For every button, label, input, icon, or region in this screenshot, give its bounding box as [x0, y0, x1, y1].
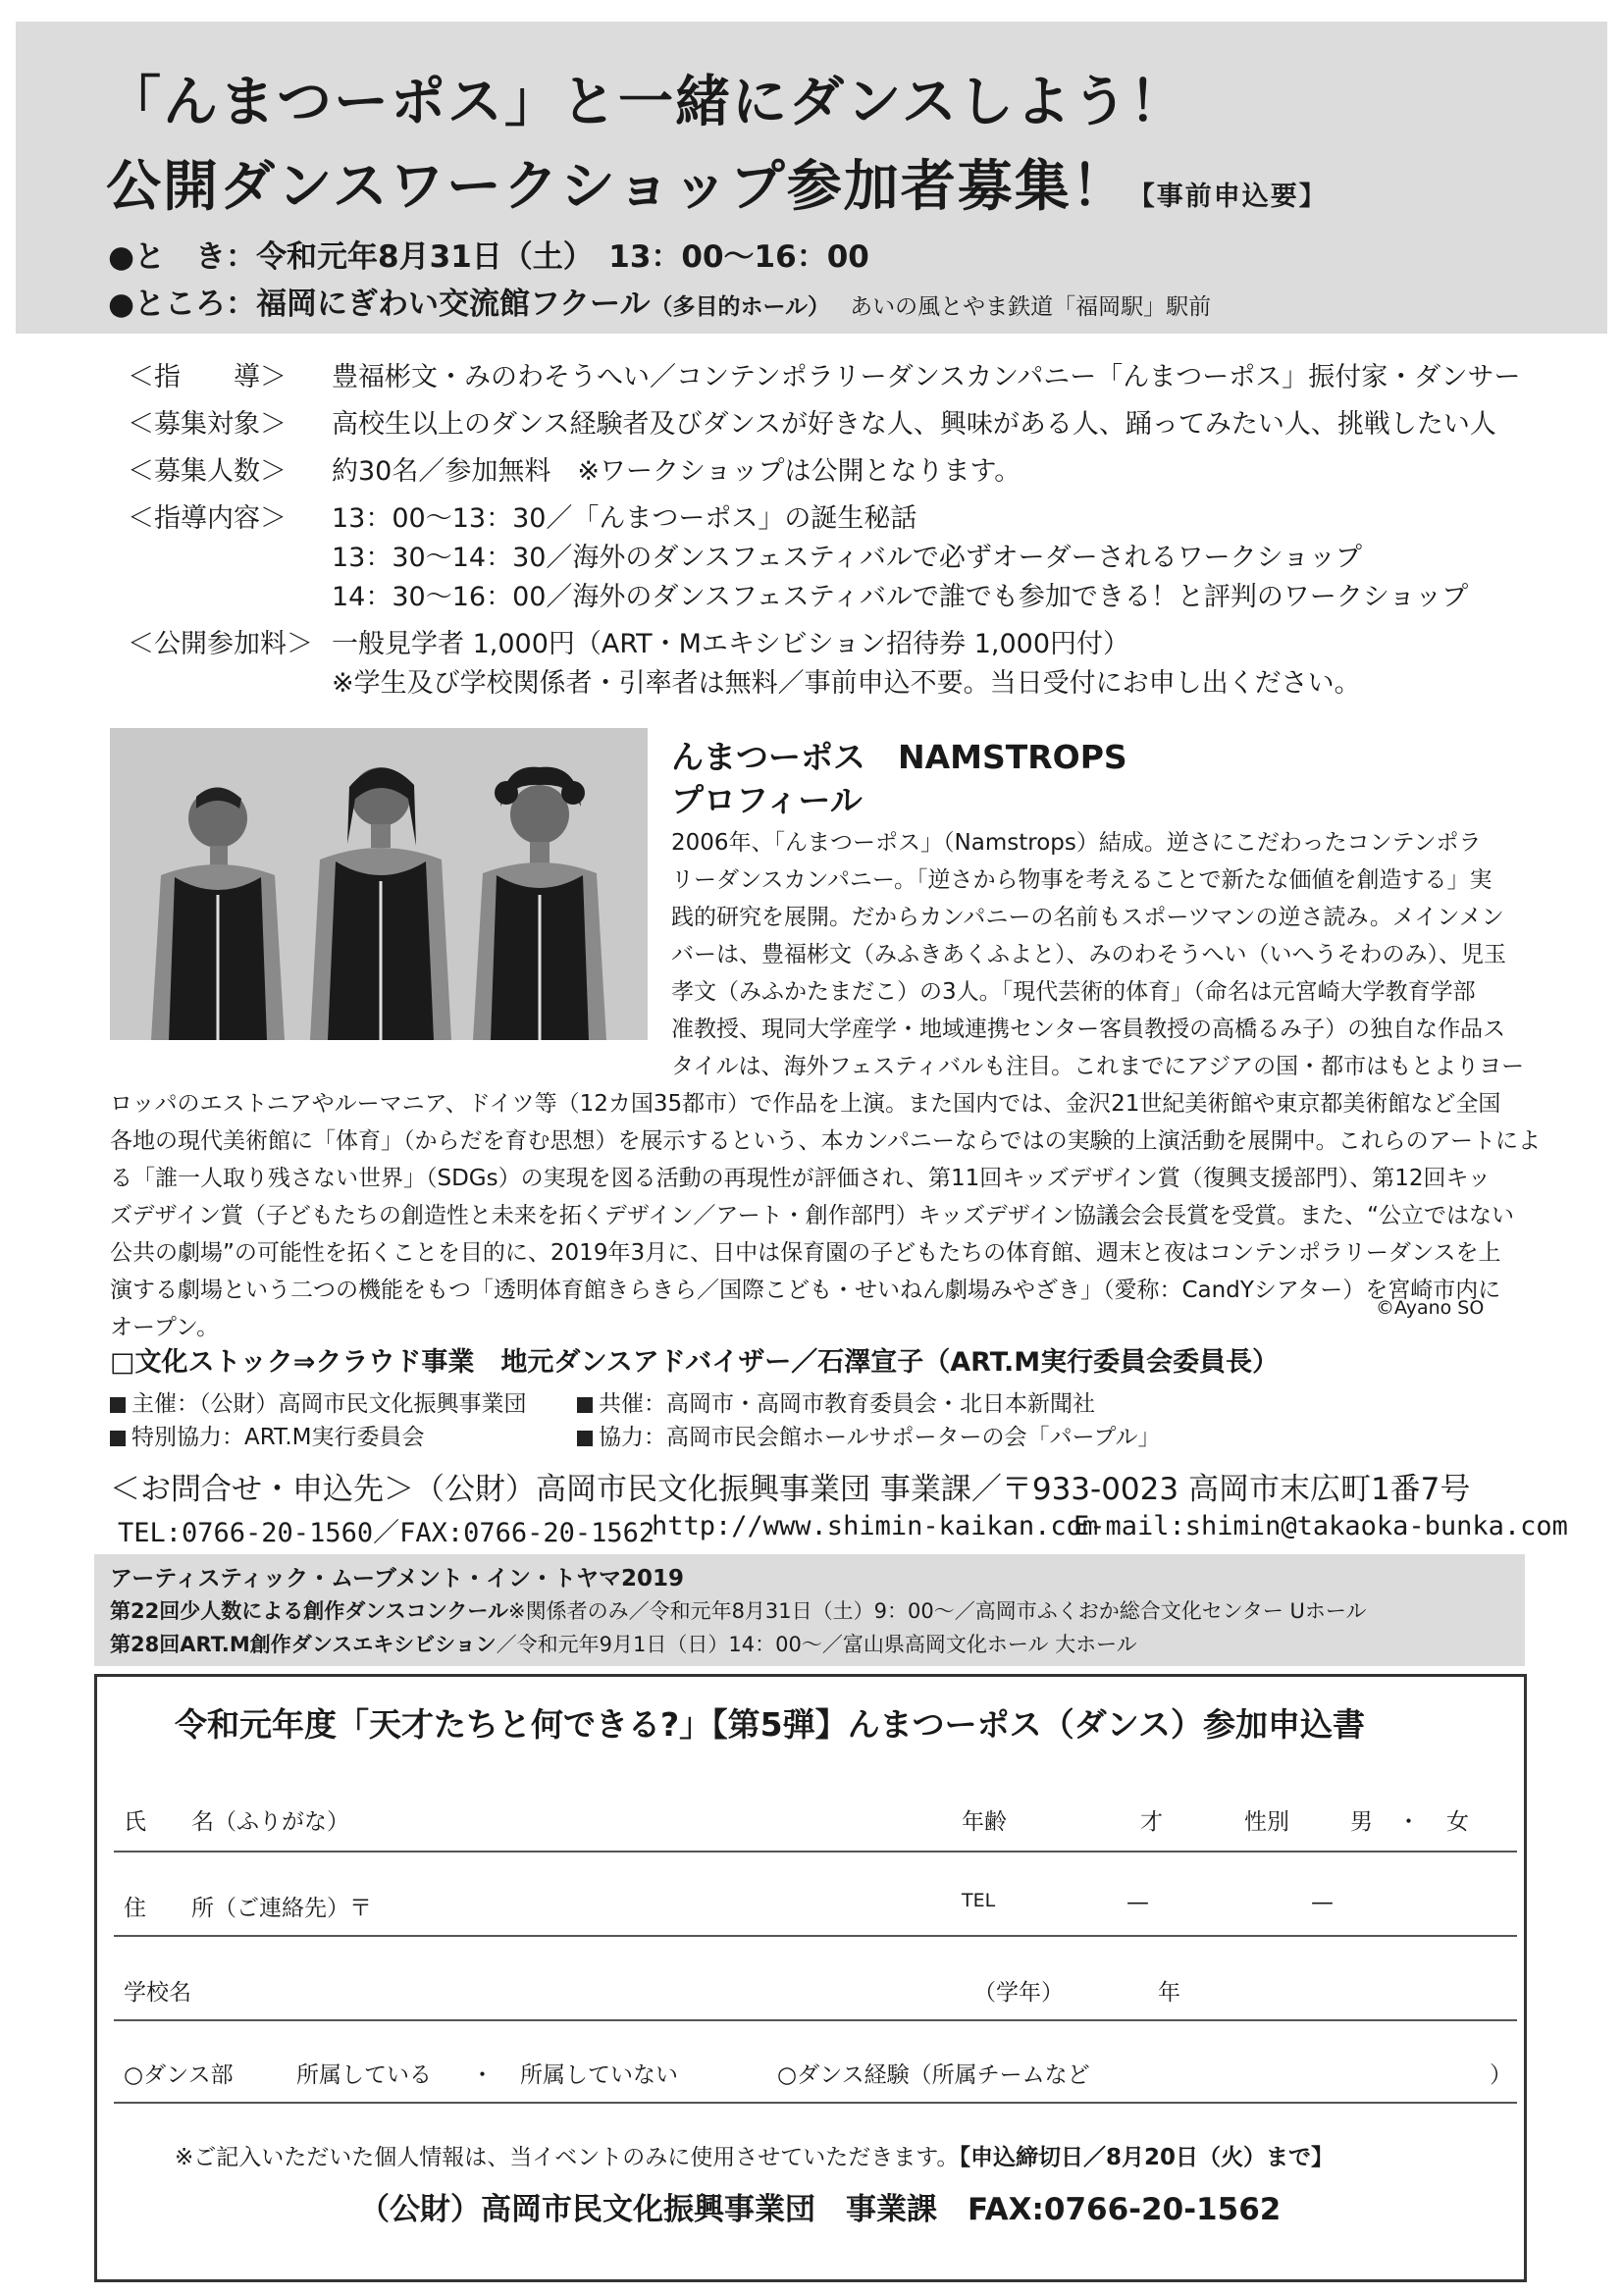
- profile-text-line: ズデザイン賞（子どもたちの創造性と未来を拓くデザイン／アート・創作部門）キッズデザイン協議会会長賞を受賞。また、“公立ではない: [110, 1203, 1515, 1228]
- detail-value-content-1: 13：00〜13：30／「んまつーポス」の誕生秘話: [332, 503, 917, 534]
- place-sub: （多目的ホール）: [650, 294, 831, 320]
- place-value: 福岡にぎわい交流館フクール: [256, 287, 651, 322]
- tel-dash-2: —: [1311, 1890, 1334, 1915]
- address-label: 住 所（ご連絡先）〒: [124, 1896, 372, 1921]
- bullet-square: [577, 1431, 593, 1446]
- profile-text-line: 各地の現代美術館に「体育」（からだを育む思想）を展示するという、本カンパニーならではの実験的上演活動を展開中。これらのアートによ: [110, 1128, 1541, 1154]
- detail-value-content-2: 13：30〜14：30／海外のダンスフェスティバルで必ずオーダーされるワークショップ: [332, 543, 1363, 573]
- detail-label-target: ＜募集対象＞: [128, 409, 287, 440]
- profile-text-line: ロッパのエストニアやルーマニア、ドイツ等（12カ国35都市）で作品を上演。また国内では、金沢21世紀美術館や東京都美術館など全国: [110, 1091, 1501, 1117]
- bullet-square: [110, 1431, 126, 1446]
- dance-club-no[interactable]: 所属していない: [520, 2062, 678, 2088]
- dance-experience-close: ）: [1490, 2062, 1512, 2088]
- coop-text: 協力：高岡市民会館ホールサポーターの会「パープル」: [599, 1425, 1161, 1450]
- tel-dash-1: —: [1126, 1890, 1149, 1915]
- title-note: 【事前申込要】: [1127, 182, 1328, 212]
- contact-address: ＜お問合せ・申込先＞（公財）高岡市民文化振興事業団 事業課／〒933-0023 高岡市末広町1番7号: [110, 1472, 1471, 1507]
- detail-value-capacity: 約30名／参加無料 ※ワークショップは公開となります。: [332, 456, 1021, 487]
- profile-text-line: オープン。: [110, 1315, 220, 1340]
- place-row: [108, 279, 1211, 323]
- date-value: 令和元年8月31日（土） 13：00〜16：00: [256, 239, 869, 275]
- event-title: アーティスティック・ムーブメント・イン・トヤマ2019: [110, 1566, 684, 1592]
- advisor-line: □文化ストック⇒クラウド事業 地元ダンスアドバイザー／石澤宣子（ART.M実行委員会委員長）: [110, 1347, 1280, 1378]
- privacy-text: ※ご記入いただいた個人情報は、当イベントのみに使用させていただきます。: [175, 2145, 960, 2170]
- bullet-square: [577, 1397, 593, 1413]
- profile-subtitle: プロフィール: [671, 781, 863, 819]
- contact-tel-fax: TEL:0766-20-1560／FAX:0766-20-1562: [118, 1518, 655, 1548]
- gender-male[interactable]: 男: [1350, 1809, 1373, 1835]
- dance-experience-label: ○ダンス経験（所属チームなど: [777, 2062, 1090, 2088]
- detail-label-capacity: ＜募集人数＞: [128, 456, 287, 487]
- profile-text-line: バーは、豊福彬文（みふきあくふよと）、みのわそうへい（いへうそわのみ）、児玉: [671, 942, 1506, 967]
- host-text: 主催：（公財）高岡市民文化振興事業団: [131, 1391, 527, 1417]
- school-field-line[interactable]: [114, 2019, 1517, 2021]
- contact-url[interactable]: http://www.shimin-kaikan.com: [652, 1511, 1099, 1541]
- gender-label: 性別: [1244, 1809, 1289, 1835]
- address-field-line[interactable]: [114, 1935, 1517, 1937]
- form-fax-line: （公財）高岡市民文化振興事業団 事業課 FAX:0766-20-1562: [359, 2192, 1282, 2227]
- privacy-note: [175, 2139, 1334, 2171]
- grade-unit: 年: [1158, 1980, 1180, 2006]
- special-line: [110, 1419, 425, 1451]
- date-row: [108, 232, 869, 276]
- profile-title: んまつーポス NAMSTROPS: [671, 738, 1127, 776]
- age-unit: 才: [1140, 1809, 1163, 1835]
- title-line-2: [106, 143, 1328, 222]
- profile-text-line: 演する劇場という二つの機能をもつ「透明体育館きらきら／国際こども・せいねん劇場みやざき」（愛称：CandYシアター）を宮崎市内に: [110, 1278, 1501, 1303]
- event-item-2-name: 第28回ART.M創作ダンスエキシビション: [110, 1633, 497, 1656]
- profile-text-line: 践的研究を展開。だからカンパニーの名前もスポーツマンの逆さ読み。メインメン: [671, 905, 1504, 930]
- detail-label-instructor: ＜指 導＞: [128, 362, 287, 392]
- photo-credit: ©Ayano SO: [1376, 1297, 1485, 1319]
- contact-email[interactable]: E-mail:shimin@takaoka-bunka.com: [1073, 1511, 1568, 1541]
- profile-text-line: タイルは、海外フェスティバルも注目。これまでにアジアの国・都市はもとよりヨー: [671, 1054, 1525, 1079]
- company-photo: [110, 728, 648, 1040]
- host-line: [110, 1385, 527, 1418]
- detail-label-content: ＜指導内容＞: [128, 503, 287, 534]
- profile-text-line: リーダンスカンパニー。「逆さから物事を考えることで新たな価値を創造する」実: [671, 867, 1492, 893]
- profile-text-line: 公共の劇場”の可能性を拓くことを目的に、2019年3月に、日中は保育園の子どもたちの体育館、週末と夜はコンテンポラリーダンスを上: [110, 1240, 1501, 1266]
- detail-value-target: 高校生以上のダンス経験者及びダンスが好きな人、興味がある人、踊ってみたい人、挑戦したい人: [332, 409, 1496, 440]
- cohost-line: [577, 1385, 1095, 1418]
- event-item-1-name: 第22回少人数による創作ダンスコンクール: [110, 1599, 508, 1623]
- place-label: ●ところ：: [108, 287, 257, 322]
- dance-club-label: ○ダンス部: [124, 2062, 234, 2088]
- event-item-2: [110, 1629, 1137, 1658]
- deadline-text: 【申込締切日／8月20日（火）まで】: [959, 2145, 1334, 2170]
- profile-text-line: る「誰一人取り残さない世界」（SDGs）の実現を図る活動の再現性が評価され、第11回キッズデザイン賞（復興支援部門）、第12回キッ: [110, 1166, 1492, 1191]
- grade-label: （学年）: [973, 1980, 1064, 2006]
- detail-value-instructor: 豊福彬文・みのわそうへい／コンテンポラリーダンスカンパニー「んまつーポス」振付家・ダンサー: [332, 362, 1521, 392]
- form-title: 令和元年度「天才たちと何できる?」【第5弾】んまつーポス（ダンス）参加申込書: [175, 1705, 1365, 1744]
- age-label: 年齢: [962, 1809, 1007, 1835]
- profile-text-line: 孝文（みふかたまだこ）の3人。「現代芸術的体育」（命名は元宮崎大学教育学部: [671, 979, 1476, 1005]
- place-station: あいの風とやま鉄道「福岡駅」駅前: [850, 294, 1212, 320]
- gender-female[interactable]: 女: [1446, 1809, 1469, 1835]
- detail-value-fee-1: 一般見学者 1,000円（ART・Mエキシビション招待券 1,000円付）: [332, 629, 1129, 659]
- dance-club-yes[interactable]: 所属している: [296, 2062, 432, 2088]
- cohost-text: 共催：高岡市・高岡市教育委員会・北日本新聞社: [599, 1391, 1095, 1417]
- profile-text-line: 2006年、「んまつーポス」（Namstrops）結成。逆さにこだわったコンテンポラ: [671, 830, 1482, 856]
- gender-separator: ・: [1397, 1809, 1420, 1835]
- detail-value-content-3: 14：30〜16：00／海外のダンスフェスティバルで誰でも参加できる！と評判のワークショップ: [332, 582, 1469, 612]
- detail-value-fee-2: ※学生及び学校関係者・引率者は無料／事前申込不要。当日受付にお申し出ください。: [332, 668, 1361, 699]
- event-item-1-detail: ※関係者のみ／令和元年8月31日（土）9：00〜／高岡市ふくおか総合文化センター Uホール: [507, 1599, 1367, 1623]
- date-label: ●と き：: [108, 239, 257, 275]
- school-label: 学校名: [124, 1980, 191, 2006]
- detail-label-fee: ＜公開参加料＞: [128, 629, 313, 659]
- name-label: 氏 名（ふりがな）: [124, 1809, 349, 1835]
- event-item-1: [110, 1595, 1367, 1625]
- coop-line: [577, 1419, 1160, 1451]
- profile-text-line: 准教授、現同大学産学・地域連携センター客員教授の高橋るみ子）の独自な作品ス: [671, 1017, 1506, 1042]
- name-field-line[interactable]: [114, 1851, 1517, 1852]
- special-text: 特別協力：ART.M実行委員会: [131, 1425, 425, 1450]
- bullet-square: [110, 1397, 126, 1413]
- dance-club-separator: ・: [471, 2062, 494, 2088]
- tel-label: TEL: [962, 1890, 996, 1911]
- dance-field-line[interactable]: [114, 2102, 1517, 2104]
- title-line-1: 「んまつーポス」と一緒にダンスしよう！: [106, 71, 1186, 134]
- event-item-2-detail: ／令和元年9月1日（日）14：00〜／富山県高岡文化ホール 大ホール: [496, 1633, 1137, 1656]
- title-line-2-text: 公開ダンスワークショップ参加者募集！: [106, 155, 1128, 219]
